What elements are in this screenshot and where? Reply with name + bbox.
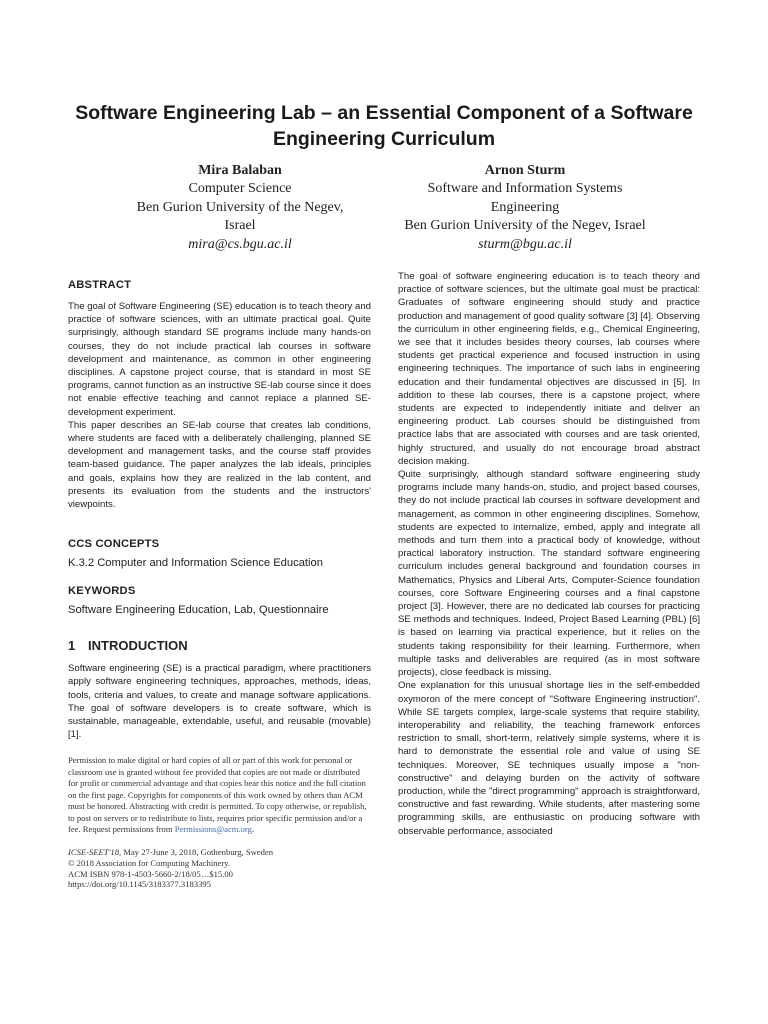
author-email[interactable]: mira@cs.bgu.ac.il [188, 236, 292, 252]
author-block-1 [95, 162, 385, 254]
paper-title [60, 100, 708, 152]
abstract-heading: ABSTRACT [68, 279, 132, 291]
keywords-text: Software Engineering Education, Lab, Questionnaire [68, 604, 329, 617]
conference-isbn: ACM ISBN 978-1-4503-5660-2/18/05…$15.00 [68, 868, 233, 879]
title-line-1: Software Engineering Lab – an Essential Component of a Software [75, 102, 693, 124]
abstract-paragraph-2: This paper describes an SE-lab course that creates lab conditions, where students are faced with a deliberately challenging, planned SE development and management tasks, and the course staff provides team-based guidance. The paper analyzes the lab ideals, principles and goals, explains how they are realized in the lab content, and presents its evaluation from the students and the instructors' viewpoints. [68, 419, 371, 511]
author-block-2 [385, 162, 665, 254]
ccs-concepts-heading: CCS CONCEPTS [68, 538, 160, 551]
author-affiliation: Computer Science [188, 181, 292, 197]
author-email[interactable]: sturm@bgu.ac.il [478, 236, 572, 252]
author-name: Mira Balaban [198, 163, 282, 178]
permission-notice [68, 755, 371, 835]
conference-info [68, 847, 371, 889]
conference-copyright: © 2018 Association for Computing Machinery. [68, 857, 231, 868]
keywords-heading: KEYWORDS [68, 585, 136, 598]
author-affiliation: Israel [224, 218, 256, 234]
conference-venue: ICSE-SEET'18, [68, 847, 122, 858]
author-affiliation: Ben Gurion University of the Negev, [136, 199, 344, 215]
introduction-paragraph-1: Software engineering (SE) is a practical paradigm, where practitioners apply software engineering techniques, approaches, methods, ideas, tools, criteria and values, to create and manage software applications. The goal of software developers is to create software, which is sustainable, manageable, extendable, useful, and reusable (movable) [1]. [68, 663, 371, 741]
section-number: 1 [68, 638, 76, 654]
doi-link[interactable]: https://doi.org/10.1145/3183377.3183395 [68, 879, 211, 890]
author-affiliation: Ben Gurion University of the Negev, Israel [404, 218, 646, 234]
right-column [398, 270, 700, 838]
ccs-concepts-text: K.3.2 Computer and Information Science Education [68, 557, 323, 570]
left-column [68, 278, 371, 890]
section-title: INTRODUCTION [88, 638, 188, 654]
permissions-email-link[interactable]: Permissions@acm.org [174, 823, 252, 834]
abstract-paragraph-1: The goal of Software Engineering (SE) education is to teach theory and practice of software sciences, with an ultimate practical goal. Quite surprisingly, although standard SE programs include many hands-on courses, they do not include practical lab courses in software development and maintenance, as common in other engineering disciplines. A capstone project course, that is standard in most SE programs, cannot function as an instructive SE-lab course since it does not enable effective teaching and cannot replace a planned SE-development experiment. [68, 301, 371, 418]
conference-date-place: May 27-June 3, 2018, Gothenburg, Sweden [121, 847, 274, 858]
introduction-heading [68, 638, 371, 654]
body-paragraph-3: One explanation for this unusual shortage lies in the self-embedded oxymoron of the mere concept of "Software Engineering instruction". While SE targets complex, large-scale systems that require stability, interoperability and reliability, the teaching framework enforces restriction to small, short-term, relatively simple systems, where it is hard to demonstrate the essential role and value of using SE techniques. Moreover, SE techniques usually impose a "non-constructive" and delaying burden on the activity of software production, while the "direct programming" approach is straightforward, constructive and fast rewarding. While students, after mastering some programming skills, are enthusiastic on producing software with observable performance, associated [398, 680, 700, 837]
author-affiliation: Engineering [490, 199, 560, 215]
permission-suffix: . [251, 823, 255, 834]
permission-text: Permission to make digital or hard copies of all or part of this work for personal or classroom use is granted without fee provided that copies are not made or distributed for profit or commercial advantage and that copies bear this notice and the full citation on the first page. Copyrights for components of this work owned by others than ACM must be honored. Abstracting with credit is permitted. To copy otherwise, or republish, to post on servers or to redistribute to lists, requires prior specific permission and/or a fee. Request permissions from [68, 755, 367, 834]
body-paragraph-2: Quite surprisingly, although standard software engineering study programs include many hands-on, studio, and project based courses, they do not include practical lab courses in software development and management, as common in other engineering disciplines. Somehow, students are expected to internalize, embed, apply and integrate all methods and turn them into a practical body of knowledge, without practical laboratory instruction. The standard software engineering curriculum includes general background and foundation courses in Mathematics, Physics and Liberal Arts, Computer-Science foundation courses, core Software Engineering courses and a final capstone project [3]. However, there are no dedicated lab courses for practicing SE methods and techniques. Indeed, Project Based Learning (PBL) [6] is based on learning via practical experience, but it relies on the students taking responsibility for their learning. Furthermore, when multiple tasks and deliverables are required (as in most software projects), close feedback is missing. [398, 469, 700, 679]
body-paragraph-1: The goal of software engineering education is to teach theory and practice of software sciences, but the ultimate goal must be practical: Graduates of software engineering should study and practice production and management of good quality software [3] [4]. Observing the curriculum in other engineering fields, e.g., Chemical Engineering, we see that it includes besides theory courses, lab courses where students get practical experience and focused instruction in using engineering techniques. The importance of such labs in engineering education and their fundamental objectives are discussed in [5]. In addition to these lab courses, there is a capstone project, where students are expected to independently initiate and deliver an engineering product. Lab courses should be distinguished from practice labs that are associated with courses and are task oriented, highly structured, and usually do not encourage broad abstract decision making. [398, 271, 700, 467]
author-affiliation: Software and Information Systems [427, 181, 623, 197]
author-name: Arnon Sturm [484, 163, 566, 178]
conference-venue-line [68, 847, 371, 858]
title-line-2: Engineering Curriculum [272, 128, 496, 150]
